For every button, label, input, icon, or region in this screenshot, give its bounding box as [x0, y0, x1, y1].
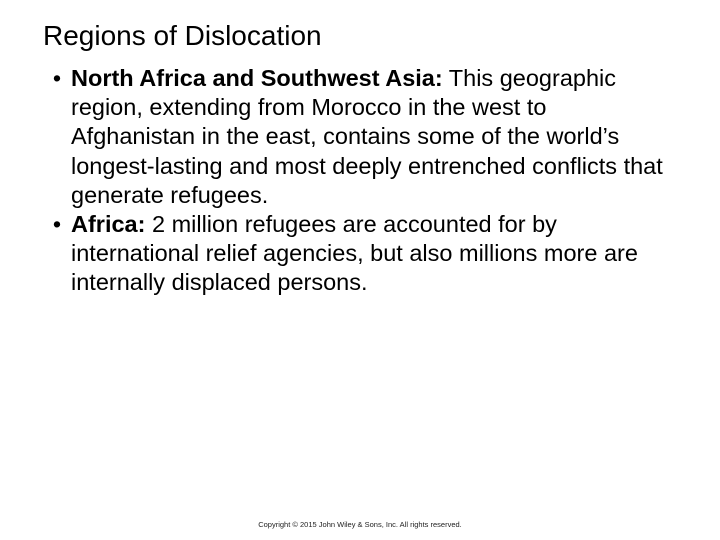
bullet-marker: •: [52, 65, 62, 91]
bullet-text: [71, 64, 673, 210]
bullet-item: [43, 64, 673, 210]
bullet-text: [71, 210, 673, 298]
bullet-body: This geographic region, extending from Morocco in the west to Afghanistan in the east, contains some of the world’s longest-lasting and most deeply entrenched conflicts that generate refugees.: [71, 65, 663, 208]
bullet-marker: •: [52, 211, 62, 238]
bullet-list: [43, 64, 673, 298]
bullet-item: [43, 210, 673, 298]
bullet-body: 2 million refugees are accounted for by international relief agencies, but also millions more are internally displaced persons.: [71, 211, 638, 296]
bullet-term: Africa:: [71, 211, 146, 238]
slide-title: Regions of Dislocation: [43, 20, 322, 51]
copyright-footer: Copyright © 2015 John Wiley & Sons, Inc. All rights reserved.: [258, 520, 462, 529]
bullet-term: North Africa and Southwest Asia:: [71, 65, 443, 91]
